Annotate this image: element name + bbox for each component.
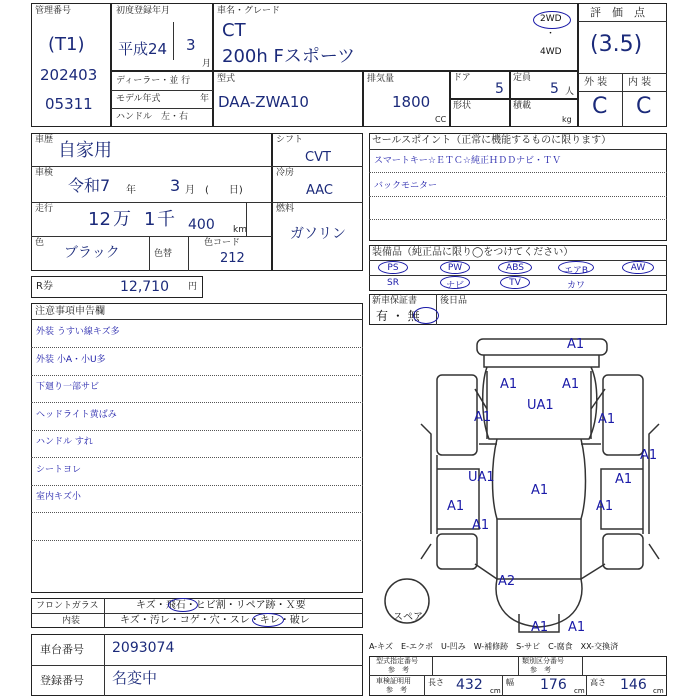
category-label: 類別区分番号: [522, 657, 564, 665]
damage-mark: A1: [567, 337, 585, 352]
score-label: 評 価 点: [590, 6, 645, 19]
int-label: 内 装: [628, 77, 652, 88]
damage-mark: A1: [598, 412, 616, 427]
height-unit: cm: [653, 687, 664, 695]
doors-label: ドア: [453, 73, 471, 83]
dims-label: 車検証明用: [376, 677, 411, 685]
damage-mark: A2: [498, 574, 516, 589]
warranty-value: 有 ・ 無: [376, 309, 420, 323]
kanri-label: 管理番号: [35, 6, 72, 16]
capacity-unit: 人: [565, 87, 575, 97]
equip-leather: カワ: [566, 281, 585, 291]
equip-ps: PS: [387, 263, 399, 273]
first-reg-month: 3: [186, 36, 196, 54]
damage-mark: A1: [640, 448, 658, 463]
mileage-man-unit: 万: [113, 209, 131, 230]
inspection-label: 車検: [35, 168, 54, 178]
kanri-num2: 05311: [45, 95, 93, 113]
note-line: 下廻り一部サビ: [36, 382, 100, 392]
reg-value: 名変中: [112, 669, 158, 687]
ext-score: C: [592, 94, 608, 119]
dealer-label: ディーラー・並 行: [116, 76, 191, 86]
chassis-label: 車台番号: [40, 643, 84, 656]
equip-sr: SR: [387, 278, 399, 288]
damage-mark: A1: [500, 377, 518, 392]
mileage-label: 走行: [35, 204, 54, 214]
engine-value: 1800: [392, 93, 431, 111]
inspection-month: 3: [170, 176, 181, 195]
car-name-label: 車名・グレード: [217, 6, 281, 16]
reg-label: 登録番号: [40, 674, 84, 687]
first-reg-label: 初度登録年月: [116, 6, 171, 16]
designation-label: 型式指定番号: [376, 657, 418, 665]
glass-label: フロントガラス: [36, 601, 99, 611]
mileage-sen-unit: 千: [157, 209, 175, 230]
warranty-label: 新車保証書: [372, 296, 418, 306]
damage-mark: A1: [531, 620, 549, 635]
height-value: 146: [620, 677, 647, 693]
kanri-num1: 202403: [40, 66, 98, 84]
damage-mark: A1: [568, 620, 586, 635]
note-line: 室内キズ小: [36, 492, 81, 502]
aftermarket-label: 後日品: [440, 296, 468, 306]
sales-line-2: バックモニター: [374, 181, 438, 191]
dims-sub: 参 考: [386, 686, 407, 694]
shift-label: シフト: [276, 135, 304, 145]
equip-airbag: エアB: [563, 266, 589, 276]
engine-unit: CC: [435, 115, 447, 124]
chassis-value: 2093074: [112, 640, 175, 656]
note-line: 外装 うすい線キズ多: [36, 327, 120, 337]
equip-tv: TV: [509, 278, 521, 288]
recycle-box: [31, 276, 203, 298]
note-line: ハンドル すれ: [36, 437, 93, 447]
shift-value: CVT: [305, 150, 331, 165]
note-line: 外装 小A・小U多: [36, 354, 106, 365]
engine-label: 排気量: [367, 74, 395, 84]
car-grade: 200h Fスポーツ: [222, 46, 356, 67]
fuel-value: ガソリン: [290, 226, 346, 242]
capacity-label: 定員: [513, 73, 532, 83]
inspection-year-unit: 年: [126, 185, 136, 196]
width-label: 幅: [506, 678, 514, 687]
damage-mark: A1: [447, 499, 465, 514]
ext-label: 外 装: [584, 77, 608, 88]
damage-legend: A-キズ E-エクボ U-凹み W-補修跡 S-サビ C-腐食 XX-交換済: [369, 642, 619, 651]
drive-dot: ・: [546, 29, 556, 39]
handle-label: ハンドル 左・右: [116, 112, 189, 122]
interior-scuff-circle: [252, 613, 284, 627]
ac-label: 冷房: [276, 168, 295, 178]
equip-abs: ABS: [506, 263, 524, 273]
mileage-hundreds: 400: [188, 217, 215, 233]
fuel-label: 燃料: [276, 204, 295, 214]
designation-sub: 参 考: [388, 666, 409, 674]
first-reg-era: 平成24: [118, 40, 168, 58]
shape-label: 形状: [453, 101, 472, 111]
recycle-value: 12,710: [120, 279, 169, 295]
category-sub: 参 考: [530, 666, 551, 674]
damage-mark: A1: [596, 499, 614, 514]
inspection-month-unit: 月: [185, 185, 195, 196]
damage-mark: A1: [474, 410, 492, 425]
doors-value: 5: [495, 81, 504, 97]
drive-2wd: 2WD: [540, 14, 562, 24]
damage-mark: UA1: [468, 470, 495, 485]
sales-line-1: スマートキー☆ＥＴＣ☆純正ＨＤＤナビ・ＴＶ: [374, 156, 561, 166]
capacity-value: 5: [550, 81, 559, 97]
mileage-unit: km: [233, 225, 247, 235]
note-line: シートヨレ: [36, 464, 82, 475]
equip-pw: PW: [447, 263, 463, 273]
recycle-unit: 円: [188, 282, 198, 292]
mileage-sen: 1: [144, 209, 156, 230]
model-value: DAA-ZWA10: [218, 93, 309, 111]
height-label: 高さ: [590, 678, 606, 687]
width-value: 176: [540, 677, 567, 693]
score-value: (3.5): [590, 32, 643, 57]
glass-items: キズ・飛石・ヒビ割・リペア跡・Ｘ要: [136, 600, 306, 611]
load-label: 積載: [513, 101, 532, 111]
color-code: 212: [220, 251, 245, 266]
history-value: 自家用: [58, 140, 112, 161]
ac-value: AAC: [306, 183, 333, 198]
length-label: 長さ: [428, 678, 444, 687]
damage-mark: UA1: [527, 398, 554, 413]
color-change-label: 色替: [154, 249, 173, 259]
note-line: ヘッドライト黄ばみ: [36, 409, 117, 420]
inspection-era: 令和7: [68, 176, 111, 195]
model-year-unit: 年: [200, 94, 210, 104]
length-unit: cm: [490, 687, 501, 695]
damage-mark: A1: [562, 377, 580, 392]
glass-flying-stone-circle: [168, 598, 198, 612]
notes-label: 注意事項申告欄: [35, 306, 105, 317]
equip-navi: ナビ: [445, 281, 464, 291]
damage-mark: A1: [472, 518, 490, 533]
first-reg-month-unit: 月: [202, 59, 212, 69]
kanri-t1: (T1): [48, 34, 85, 55]
inspection-day: ( 日): [205, 185, 243, 196]
interior-items: キズ・汚レ・コゲ・穴・スレ・キレ・破レ: [120, 615, 310, 626]
damage-mark: A1: [615, 472, 633, 487]
model-year-label: モデル年式: [116, 94, 161, 104]
model-label: 型式: [217, 74, 236, 84]
color-label: 色: [35, 238, 45, 248]
int-score: C: [636, 94, 652, 119]
length-value: 432: [456, 677, 483, 693]
recycle-label: R券: [36, 281, 53, 292]
car-name: CT: [222, 20, 246, 41]
drive-4wd: 4WD: [540, 47, 562, 57]
color-code-label: 色コード: [204, 238, 241, 248]
mileage-man: 12: [88, 209, 111, 230]
width-unit: cm: [574, 687, 585, 695]
history-label: 車歴: [35, 135, 54, 145]
equip-aw: AW: [630, 263, 646, 273]
warranty-circle: [413, 307, 439, 324]
sales-label: セールスポイント（正常に機能するものに限ります）: [372, 135, 612, 146]
load-unit: kg: [562, 115, 572, 124]
interior-label: 内装: [62, 616, 81, 626]
spare-label: スペア: [393, 612, 423, 623]
color-value: ブラック: [64, 245, 120, 261]
equipment-label: 装備品（純正品に限り◯をつけてください）: [372, 247, 574, 258]
damage-mark: A1: [531, 483, 549, 498]
